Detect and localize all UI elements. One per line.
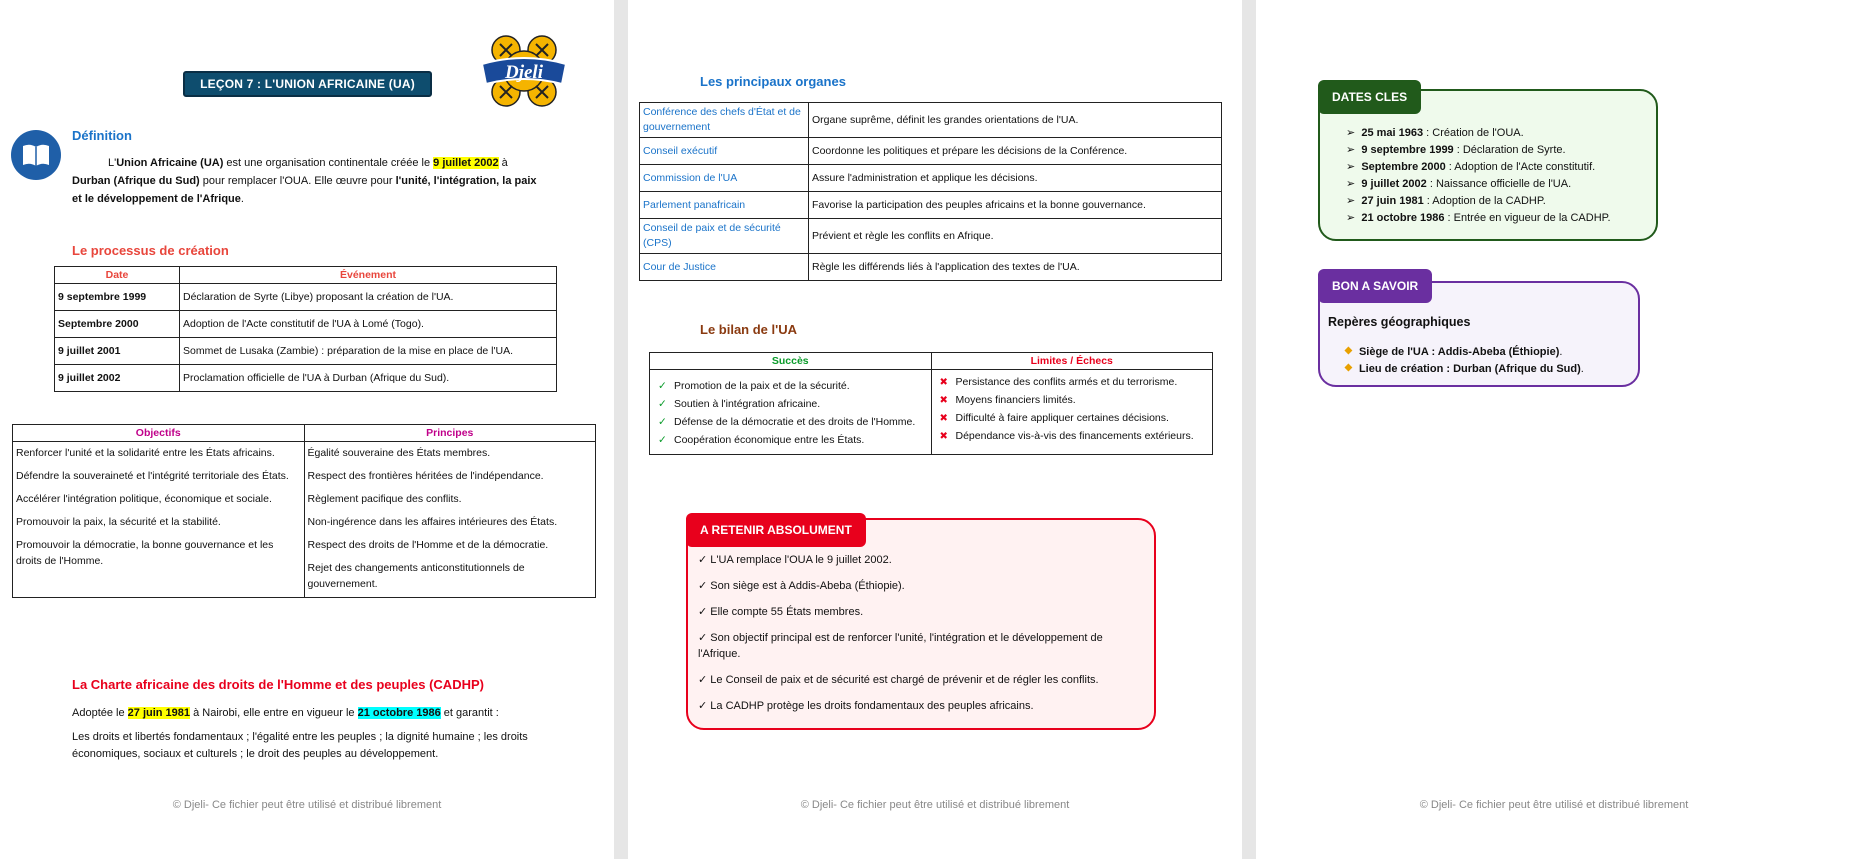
cross-icon: ✖ [939,395,948,406]
list-item: ✓ Soutien à l'intégration africaine. [654,396,927,413]
pin-icon: ⯁ [1344,363,1353,375]
page-3 [1256,0,1852,859]
table-row: Conseil de paix et de sécurité (CPS) Prévient et règle les conflits en Afrique. [640,219,1222,254]
djeli-logo [476,30,572,114]
col-limites: Limites / Échecs [931,353,1213,370]
list-item: ✖ Moyens financiers limités. [936,392,1209,409]
check-icon: ✓ [658,416,667,428]
objectives-table [12,424,596,598]
arrow-icon: ➢ [1346,127,1356,139]
list-item: ✓ Elle compte 55 États membres. [698,606,864,618]
footer-text: © Djeli- Ce fichier peut être utilisé et distribué librement [1419,799,1689,811]
col-principes: Principes [304,425,596,442]
list-item: ➢ Septembre 2000 : Adoption de l'Acte constitutif. [1346,161,1596,173]
definition-text: L'Union Africaine (UA) est une organisation continentale créée le 9 juillet 2002 à Durban (Afrique du Sud) pour remplacer l'OUA. Elle œuvre pour l'unité, l'intégration, la paix et le développement de l'Afrique. [72,157,537,205]
success-list [650,370,932,455]
table-row: 9 septembre 1999 Déclaration de Syrte (Libye) proposant la création de l'UA. [55,284,557,311]
table-row: 9 juillet 2001 Sommet de Lusaka (Zambie) : préparation de la mise en place de l'UA. [55,338,557,365]
list-item: ➢ 27 juin 1981 : Adoption de la CADHP. [1346,195,1546,207]
principes-list: Égalité souveraine des États membres. Respect des frontières héritées de l'indépendance. Règlement pacifique des conflits. Non-ingérence dans les affaires intérieures des États. Respect des droits de l'Homme et de la démocratie. Rejet des changements anticonstitutionnels de gouvernement. [304,442,596,598]
table-row: 9 juillet 2002 Proclamation officielle de l'UA à Durban (Afrique du Sud). [55,365,557,392]
check-icon: ✓ [658,398,667,410]
page-2 [628,0,1242,859]
list-item: ✓ Son objectif principal est de renforcer l'unité, l'intégration et le développement de l'Afrique. [698,632,1103,660]
list-item: ✓ Son siège est à Addis-Abeba (Éthiopie). [698,580,905,592]
bilan-title: Le bilan de l'UA [700,322,797,337]
footer-text: © Djeli- Ce fichier peut être utilisé et distribué librement [800,799,1070,811]
limits-list [931,370,1213,455]
list-item: ⯁ Siège de l'UA : Addis-Abeba (Éthiopie). [1344,346,1563,358]
cross-icon: ✖ [939,377,948,388]
retenir-title: A RETENIR ABSOLUMENT [686,513,866,547]
arrow-icon: ➢ [1346,212,1356,224]
list-item: ➢ 9 juillet 2002 : Naissance officielle de l'UA. [1346,178,1572,190]
check-icon: ✓ [658,434,667,446]
savoir-subtitle: Repères géographiques [1328,315,1471,329]
pin-icon: ⯁ [1344,346,1353,358]
list-item: ➢ 9 septembre 1999 : Déclaration de Syrte. [1346,144,1566,156]
col-event: Événement [180,267,557,284]
process-table [54,266,557,392]
col-objectifs: Objectifs [13,425,305,442]
col-date: Date [55,267,180,284]
cross-icon: ✖ [939,413,948,424]
charter-intro: Adoptée le 27 juin 1981 à Nairobi, elle entre en vigueur le 21 octobre 1986 et garantit : [72,707,499,719]
table-row: Parlement panafricain Favorise la participation des peuples africains et la bonne gouvernance. [640,192,1222,219]
savoir-title: BON A SAVOIR [1318,269,1432,303]
list-item: ✓ Le Conseil de paix et de sécurité est chargé de prévenir et de régler les conflits. [698,674,1099,686]
list-item: ✖ Difficulté à faire appliquer certaines décisions. [936,410,1209,427]
retenir-box [686,518,1156,730]
list-item: ✖ Persistance des conflits armés et du terrorisme. [936,374,1209,391]
col-succes: Succès [650,353,932,370]
organs-table [639,102,1222,281]
list-item: ✓ La CADHP protège les droits fondamentaux des peuples africains. [698,700,1034,712]
charter-title: La Charte africaine des droits de l'Homme et des peuples (CADHP) [72,677,484,692]
list-item: ➢ 25 mai 1963 : Création de l'OUA. [1346,127,1524,139]
list-item: ✓ Promotion de la paix et de la sécurité. [654,378,927,395]
list-item: ➢ 21 octobre 1986 : Entrée en vigueur de la CADHP. [1346,212,1611,224]
definition-title: Définition [72,128,132,143]
check-icon: ✓ [658,380,667,392]
arrow-icon: ➢ [1346,144,1356,156]
dates-title: DATES CLES [1318,80,1421,114]
page-1 [0,0,614,859]
list-item: ✓ Coopération économique entre les États. [654,432,927,449]
list-item: ✖ Dépendance vis-à-vis des financements extérieurs. [936,428,1209,445]
arrow-icon: ➢ [1346,195,1356,207]
cross-icon: ✖ [939,431,948,442]
table-row: Septembre 2000 Adoption de l'Acte constitutif de l'UA à Lomé (Togo). [55,311,557,338]
logo-text: Djeli [505,62,543,83]
table-row: Conseil exécutif Coordonne les politiques et prépare les décisions de la Conférence. [640,138,1222,165]
table-row: Commission de l'UA Assure l'administration et applique les décisions. [640,165,1222,192]
charter-body: Les droits et libertés fondamentaux ; l'égalité entre les peuples ; la dignité humaine ; les droits économiques, sociaux et culturels ; le droit des peuples au développement. [72,731,528,760]
objectifs-list: Renforcer l'unité et la solidarité entre les États africains. Défendre la souveraineté et l'intégrité territoriale des États. Accélérer l'intégration politique, économique et sociale. Promouvoir la paix, la sécurité et la stabilité. Promouvoir la démocratie, la bonne gouvernance et les droits de l'Homme. [13,442,305,598]
organs-title: Les principaux organes [700,74,846,89]
list-item: ⯁ Lieu de création : Durban (Afrique du Sud). [1344,363,1584,375]
lesson-title: LEÇON 7 : L'UNION AFRICAINE (UA) [183,71,432,97]
process-title: Le processus de création [72,243,229,258]
table-row: Conférence des chefs d'État et de gouvernement Organe suprême, définit les grandes orientations de l'UA. [640,103,1222,138]
table-row: Cour de Justice Règle les différends liés à l'application des textes de l'UA. [640,254,1222,281]
book-icon [11,130,61,180]
bilan-table [649,352,1213,455]
list-item: ✓ Défense de la démocratie et des droits de l'Homme. [654,414,927,431]
arrow-icon: ➢ [1346,178,1356,190]
arrow-icon: ➢ [1346,161,1356,173]
list-item: ✓ L'UA remplace l'OUA le 9 juillet 2002. [698,554,892,566]
footer-text: © Djeli- Ce fichier peut être utilisé et distribué librement [172,799,442,811]
